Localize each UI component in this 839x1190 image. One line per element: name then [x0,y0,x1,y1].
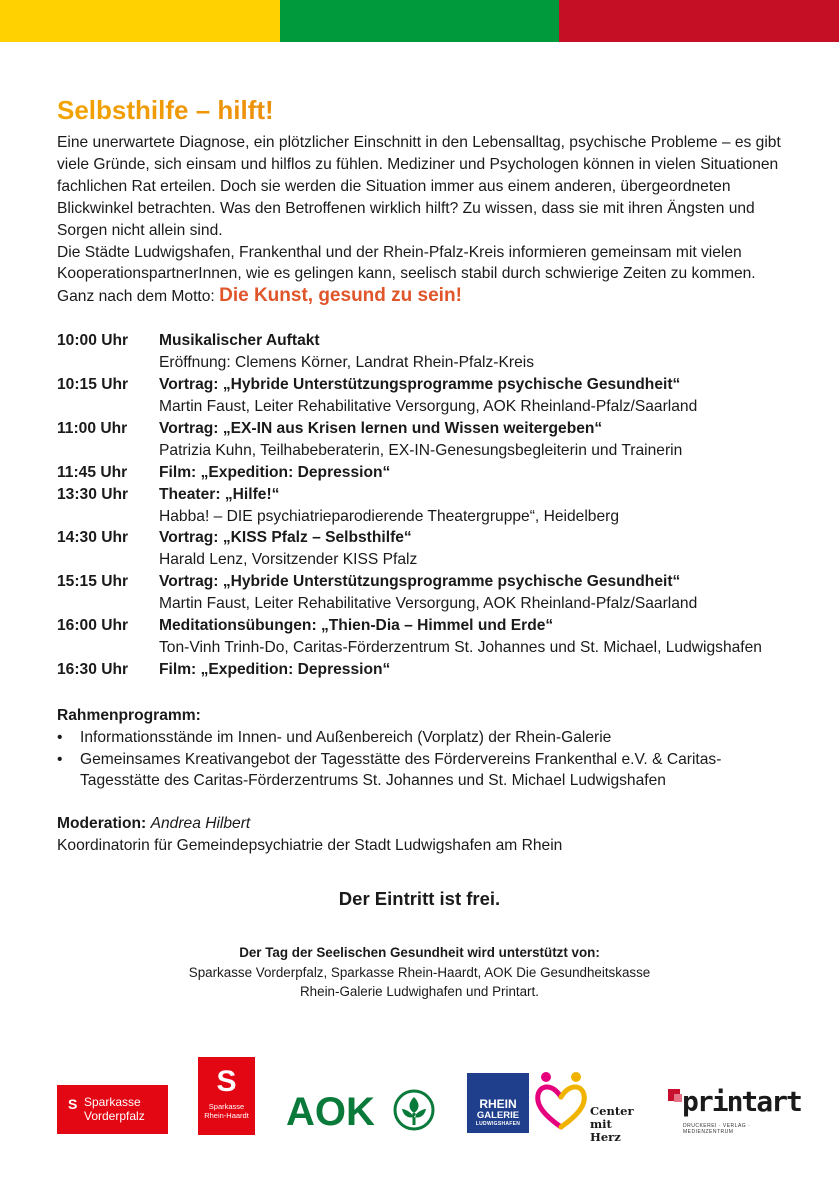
schedule-body [159,462,782,484]
schedule-row [57,484,782,528]
center-line1: Center [590,1104,634,1118]
schedule-detail: Ton-Vinh Trinh-Do, Caritas-Förderzentrum St. Johannes und St. Michael, Ludwigshafen [159,638,762,656]
schedule-title: Theater: „Hilfe!“ [159,485,280,503]
schedule-time: 15:15 Uhr [57,573,129,591]
schedule-title: Meditationsübungen: „Thien-Dia – Himmel und Erde“ [159,617,554,635]
rhein-galerie-line2: GALERIE [476,1110,520,1121]
schedule-body [159,615,782,659]
schedule-time: 11:45 Uhr [57,463,128,481]
main-content [57,94,782,1002]
moderation-name: Andrea Hilbert [150,815,251,833]
rhein-galerie-logo [467,1073,529,1133]
schedule-row [57,571,782,615]
schedule-title: Vortrag: „KISS Pfalz – Selbsthilfe“ [159,529,412,547]
printart-logo [665,1085,801,1135]
page-title: Selbsthilfe – hilft! [57,94,782,126]
support-title: Der Tag der Seelischen Gesundheit wird unterstützt von: [239,945,600,961]
schedule-detail: Patrizia Kuhn, Teilhabeberaterin, EX-IN-Genesungsbegleiterin und Trainerin [159,441,683,459]
list-item-text: Informationsstände im Innen- und Außenbereich (Vorplatz) der Rhein-Galerie [80,728,612,746]
aok-logo [286,1083,438,1131]
sparkasse-rh-line2: Rhein-Haardt [204,1111,249,1120]
schedule-row [57,330,782,374]
rhein-galerie-line3: LUDWIGSHAFEN [475,1121,521,1127]
schedule-body [159,418,782,462]
center-mit-herz-logo [534,1071,644,1144]
schedule-row [57,374,782,418]
aok-wordmark: AOK [286,1090,375,1131]
intro-text: Eine unerwartete Diagnose, ein plötzlicher Einschnitt in den Lebensalltag, psychische Probleme – es gibt viele Gründe, sich einsam und hilflos zu fühlen. Mediziner und Psychologen können in vielen Situationen fachlichen Rat erteilen. Doch sie werden die Situation immer aus einem anderen, übergeordneten Blickwinkel betrachten. Was den Betroffenen wirklich hilft? Zu wissen, dass sie mit ihren Ängsten und Sorgen nicht allein sind. [57,134,781,239]
bullet-icon: • [57,728,63,746]
schedule-detail: Martin Faust, Leiter Rehabilitative Versorgung, AOK Rheinland-Pfalz/Saarland [159,595,698,613]
sparkasse-s-icon: Ѕ [68,1096,78,1112]
support-block [57,943,782,1002]
schedule-body [159,659,782,681]
rhein-galerie-line1: RHEIN [479,1097,517,1111]
schedule-body [159,374,782,418]
schedule-detail: Eröffnung: Clemens Körner, Landrat Rhein-Pfalz-Kreis [159,354,535,372]
schedule-detail: Harald Lenz, Vorsitzender KISS Pfalz [159,551,418,569]
motto: Die Kunst, gesund zu sein! [219,285,462,307]
schedule-title: Vortrag: „EX-IN aus Krisen lernen und Wissen weitergeben“ [159,419,603,437]
schedule-time: 16:30 Uhr [57,660,129,678]
schedule-time: 14:30 Uhr [57,529,129,547]
aok-svg [286,1083,438,1131]
moderation [57,813,782,857]
sparkasse-vp-line1: Sparkasse [84,1095,141,1109]
center-line2: mit Herz [590,1117,621,1144]
heart-icon [534,1071,590,1135]
schedule-title: Vortrag: „Hybride Unterstützungsprogramme psychische Gesundheit“ [159,573,681,591]
sponsor-logos [0,1055,839,1145]
schedule-row [57,615,782,659]
schedule-row [57,527,782,571]
list-item-text: Gemeinsames Kreativangebot der Tagesstätte des Fördervereins Frankenthal e.V. & Caritas-Tagesstätte des Caritas-Förderzentrums St. Johannes und St. Michael Ludwigshafen [80,750,722,790]
schedule-title: Vortrag: „Hybride Unterstützungsprogramme psychische Gesundheit“ [159,376,681,394]
schedule-body [159,571,782,615]
moderation-label: Moderation: [57,815,147,833]
support-line-1: Sparkasse Vorderpfalz, Sparkasse Rhein-Haardt, AOK Die Gesundheitskasse [188,964,651,980]
schedule-title: Film: „Expedition: Depression“ [159,463,391,481]
list-item [57,749,782,793]
sparkasse-vp-line2: Vorderpfalz [84,1109,145,1123]
color-bar-green [280,0,560,42]
printart-mark-inner [674,1094,682,1102]
schedule-body [159,527,782,571]
color-bar [0,0,839,42]
schedule-body [159,484,782,528]
schedule-time: 11:00 Uhr [57,419,128,437]
color-bar-red [559,0,839,42]
schedule [57,330,782,681]
sparkasse-vp-text [84,1095,145,1123]
schedule-row [57,418,782,462]
schedule-title: Musikalischer Auftakt [159,332,320,350]
rahmen-title: Rahmenprogramm: [57,706,201,724]
schedule-row [57,462,782,484]
schedule-time: 10:15 Uhr [57,376,129,394]
free-entry: Der Eintritt ist frei. [338,888,501,910]
sparkasse-rhein-haardt-logo [198,1057,255,1135]
bullet-icon: • [57,750,63,768]
support-line-2: Rhein-Galerie Ludwighafen und Printart. [300,984,539,1000]
color-bar-yellow [0,0,280,42]
moderation-role: Koordinatorin für Gemeindepsychiatrie der Stadt Ludwigshafen am Rhein [57,837,563,855]
printart-wordmark: printart [682,1085,801,1118]
intro-text-2: Die Städte Ludwigshafen, Frankenthal und der Rhein-Pfalz-Kreis informieren gemeinsam mit vielen KooperationspartnerInnen, wie es gelingen kann, seelisch stabil durch schwierige Zeiten zu kommen. Ganz nach dem Motto: [57,243,756,306]
schedule-detail: Habba! – DIE psychiatrieparodierende Theatergruppe“, Heidelberg [159,507,620,525]
schedule-time: 16:00 Uhr [57,617,129,635]
schedule-time: 10:00 Uhr [57,332,129,350]
intro-paragraph [57,132,782,308]
sparkasse-rh-line1: Sparkasse [208,1102,245,1111]
schedule-title: Film: „Expedition: Depression“ [159,660,391,678]
schedule-time: 13:30 Uhr [57,485,129,503]
schedule-body [159,330,782,374]
schedule-detail: Martin Faust, Leiter Rehabilitative Versorgung, AOK Rheinland-Pfalz/Saarland [159,397,698,415]
printart-tagline: DRUCKEREI · VERLAG · MEDIENZENTRUM [683,1123,751,1135]
sparkasse-vorderpfalz-logo [57,1085,168,1134]
list-item [57,727,782,749]
rahmen-list [57,727,782,793]
sparkasse-s-icon: Ѕ [216,1065,237,1098]
center-mit-herz-text [590,1105,644,1144]
schedule-row [57,659,782,681]
